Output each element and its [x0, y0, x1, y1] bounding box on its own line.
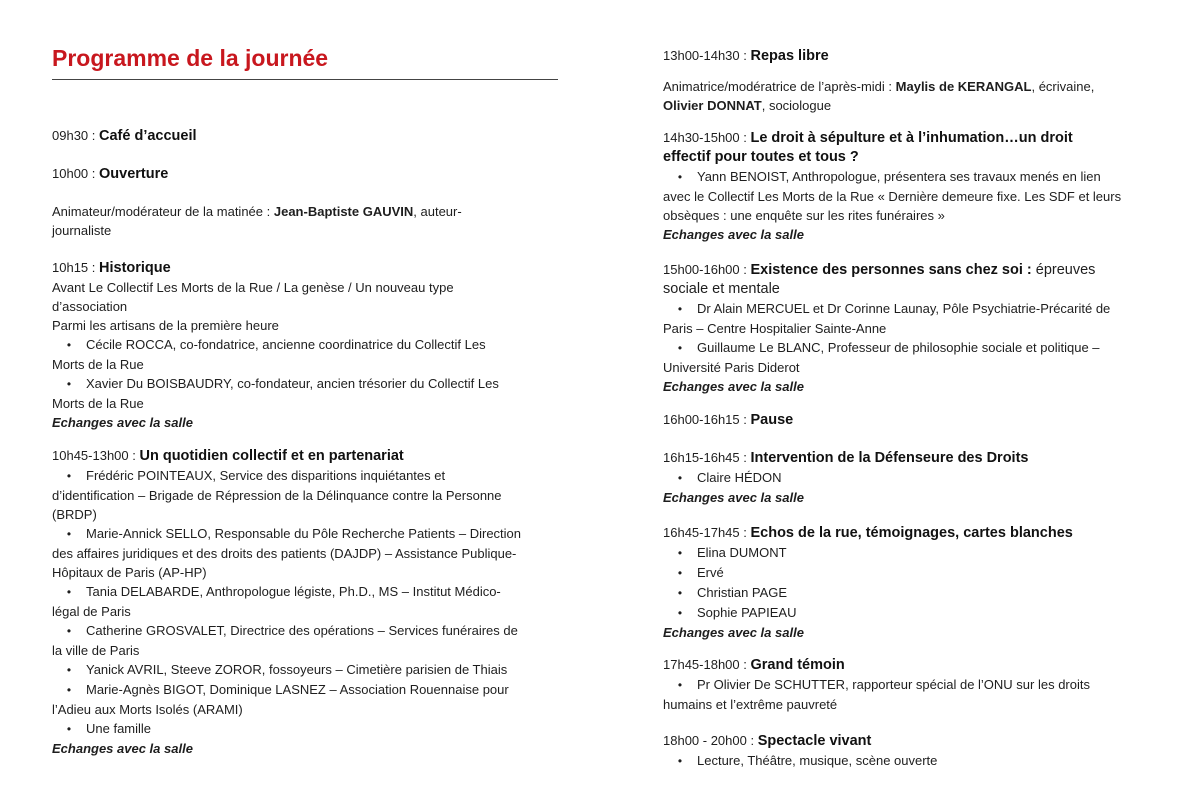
session-time: 14h30-15h00 :: [663, 130, 747, 145]
session-ouverture: [52, 164, 558, 184]
session-time: 16h45-17h45 :: [663, 525, 747, 540]
speaker-item: •Cécile ROCCA, co-fondatrice, ancienne coordinatrice du Collectif Les: [52, 335, 558, 355]
speaker-item: •Sophie PAPIEAU: [663, 603, 1163, 623]
speaker-item-cont: Morts de la Rue: [52, 357, 144, 372]
session-cafe: [52, 126, 558, 146]
session-repas: [663, 46, 1163, 66]
moderator-role: , écrivaine,: [1031, 79, 1095, 94]
speaker-item: •Pr Olivier De SCHUTTER, rapporteur spécial de l’ONU sur les droits: [663, 675, 1163, 695]
session-text: Avant Le Collectif Les Morts de la Rue / La genèse / Un nouveau type: [52, 280, 454, 295]
moderator-name: Maylis de KERANGAL: [895, 79, 1032, 94]
session-title: Existence des personnes sans chez soi :: [750, 262, 1032, 278]
bullet-icon: [663, 751, 697, 771]
speaker-item-cont: l’Adieu aux Morts Isolés (ARAMI): [52, 702, 243, 717]
speaker-item: •Tania DELABARDE, Anthropologue légiste, Ph.D., MS – Institut Médico-: [52, 582, 558, 602]
bullet-icon: [663, 563, 697, 583]
speaker-item-cont: obsèques : une enquête sur les rites funéraires »: [663, 208, 945, 223]
session-time: 10h45-13h00 :: [52, 448, 136, 463]
moderator-afternoon: [663, 77, 1163, 115]
qa-note: Echanges avec la salle: [52, 415, 193, 430]
speaker-item: •Xavier Du BOISBAUDRY, co-fondateur, ancien trésorier du Collectif Les: [52, 374, 558, 394]
session-title: Ouverture: [99, 166, 169, 182]
session-time: 18h00 - 20h00 :: [663, 733, 755, 748]
bullet-icon: [52, 582, 86, 602]
bullet-icon: [52, 680, 86, 700]
speaker-item: •Yanick AVRIL, Steeve ZOROR, fossoyeurs – Cimetière parisien de Thiais: [52, 660, 558, 680]
speaker-item: •Dr Alain MERCUEL et Dr Corinne Launay, Pôle Psychiatrie-Précarité de: [663, 299, 1163, 319]
speaker-item-cont: Morts de la Rue: [52, 396, 144, 411]
session-time: 17h45-18h00 :: [663, 657, 747, 672]
session-title: Café d’accueil: [99, 128, 197, 144]
session-historique: [52, 258, 558, 432]
speaker-item: •Elina DUMONT: [663, 543, 1163, 563]
speaker-item: •Lecture, Théâtre, musique, scène ouverte: [663, 751, 1163, 771]
qa-note: Echanges avec la salle: [663, 379, 804, 394]
qa-note: Echanges avec la salle: [663, 227, 804, 242]
speaker-item: •Catherine GROSVALET, Directrice des opérations – Services funéraires de: [52, 621, 558, 641]
speaker-item: •Marie-Annick SELLO, Responsable du Pôle Recherche Patients – Direction: [52, 524, 558, 544]
speaker-item: •Une famille: [52, 719, 558, 739]
speaker-item: •Marie-Agnès BIGOT, Dominique LASNEZ – Association Rouennaise pour: [52, 680, 558, 700]
bullet-icon: [663, 167, 697, 187]
session-echos: [663, 523, 1163, 642]
bullet-icon: [663, 299, 697, 319]
speaker-item-cont: d’identification – Brigade de Répression de la Délinquance contre la Personne: [52, 488, 502, 503]
session-quotidien: [52, 446, 558, 758]
speaker-item: •Yann BENOIST, Anthropologue, présentera ses travaux menés en lien: [663, 167, 1163, 187]
speaker-item-cont: (BRDP): [52, 507, 97, 522]
speaker-item-cont: Université Paris Diderot: [663, 360, 800, 375]
bullet-icon: [52, 719, 86, 739]
speaker-item: •Ervé: [663, 563, 1163, 583]
moderator-label: Animateur/modérateur de la matinée :: [52, 204, 271, 219]
title-divider: [52, 79, 558, 80]
session-sepulture: [663, 128, 1163, 244]
bullet-icon: [52, 660, 86, 680]
speaker-item-cont: avec le Collectif Les Morts de la Rue « Dernière demeure fixe. Les SDF et leurs: [663, 189, 1122, 204]
speaker-item-cont: Hôpitaux de Paris (AP-HP): [52, 565, 207, 580]
speaker-item: •Frédéric POINTEAUX, Service des disparitions inquiétantes et: [52, 466, 558, 486]
speaker-item-cont: légal de Paris: [52, 604, 131, 619]
bullet-icon: [663, 603, 697, 623]
session-title: Le droit à sépulture et à l’inhumation…un droit: [750, 130, 1073, 146]
page-title: Programme de la journée: [52, 45, 329, 71]
bullet-icon: [52, 466, 86, 486]
session-title: Repas libre: [750, 48, 829, 64]
session-title-cont: effectif pour toutes et tous ?: [663, 149, 859, 165]
bullet-icon: [52, 621, 86, 641]
session-title: Grand témoin: [750, 657, 845, 673]
session-time: 15h00-16h00 :: [663, 262, 747, 277]
session-title: Pause: [750, 412, 794, 428]
moderator-role-cont: journaliste: [52, 223, 112, 238]
speaker-item: •Claire HÉDON: [663, 468, 1163, 488]
session-spectacle: [663, 731, 1163, 771]
bullet-icon: [52, 374, 86, 394]
moderator-role: , sociologue: [761, 98, 832, 113]
bullet-icon: [663, 583, 697, 603]
bullet-icon: [663, 468, 697, 488]
moderator-name: Jean-Baptiste GAUVIN: [273, 204, 414, 219]
session-time: 10h00 :: [52, 166, 96, 181]
moderator-morning: [52, 202, 558, 240]
speaker-item-cont: des affaires juridiques et des droits des patients (DAJDP) – Assistance Publique-: [52, 546, 517, 561]
session-title: Intervention de la Défenseure des Droits: [750, 450, 1029, 466]
speaker-item-cont: la ville de Paris: [52, 643, 140, 658]
session-title: Spectacle vivant: [757, 733, 872, 749]
session-time: 16h15-16h45 :: [663, 450, 747, 465]
moderator-role: , auteur-: [413, 204, 462, 219]
bullet-icon: [663, 543, 697, 563]
session-time: 13h00-14h30 :: [663, 48, 747, 63]
session-title: Historique: [99, 260, 171, 276]
qa-note: Echanges avec la salle: [52, 741, 193, 756]
qa-note: Echanges avec la salle: [663, 490, 804, 505]
bullet-icon: [52, 335, 86, 355]
session-time: 09h30 :: [52, 128, 96, 143]
session-text: Parmi les artisans de la première heure: [52, 318, 279, 333]
speaker-item: •Christian PAGE: [663, 583, 1163, 603]
bullet-icon: [663, 338, 697, 358]
bullet-icon: [663, 675, 697, 695]
session-title: Echos de la rue, témoignages, cartes blanches: [750, 525, 1073, 541]
moderator-label: Animatrice/modératrice de l’après-midi :: [663, 79, 893, 94]
speaker-item-cont: Paris – Centre Hospitalier Sainte-Anne: [663, 321, 887, 336]
speaker-item: •Guillaume Le BLANC, Professeur de philosophie sociale et politique –: [663, 338, 1163, 358]
bullet-icon: [52, 524, 86, 544]
moderator-name: Olivier DONNAT: [663, 98, 762, 113]
session-temoin: [663, 655, 1163, 714]
session-time: 16h00-16h15 :: [663, 412, 747, 427]
speaker-item-cont: humains et l’extrême pauvreté: [663, 697, 838, 712]
session-pause: [663, 410, 1163, 430]
session-subtitle: épreuves: [1031, 262, 1096, 278]
qa-note: Echanges avec la salle: [663, 625, 804, 640]
session-subtitle-cont: sociale et mentale: [663, 281, 780, 297]
session-text: d’association: [52, 299, 128, 314]
session-defenseure: [663, 448, 1163, 507]
session-time: 10h15 :: [52, 260, 96, 275]
session-existence: [663, 260, 1163, 396]
session-title: Un quotidien collectif et en partenariat: [139, 448, 404, 464]
